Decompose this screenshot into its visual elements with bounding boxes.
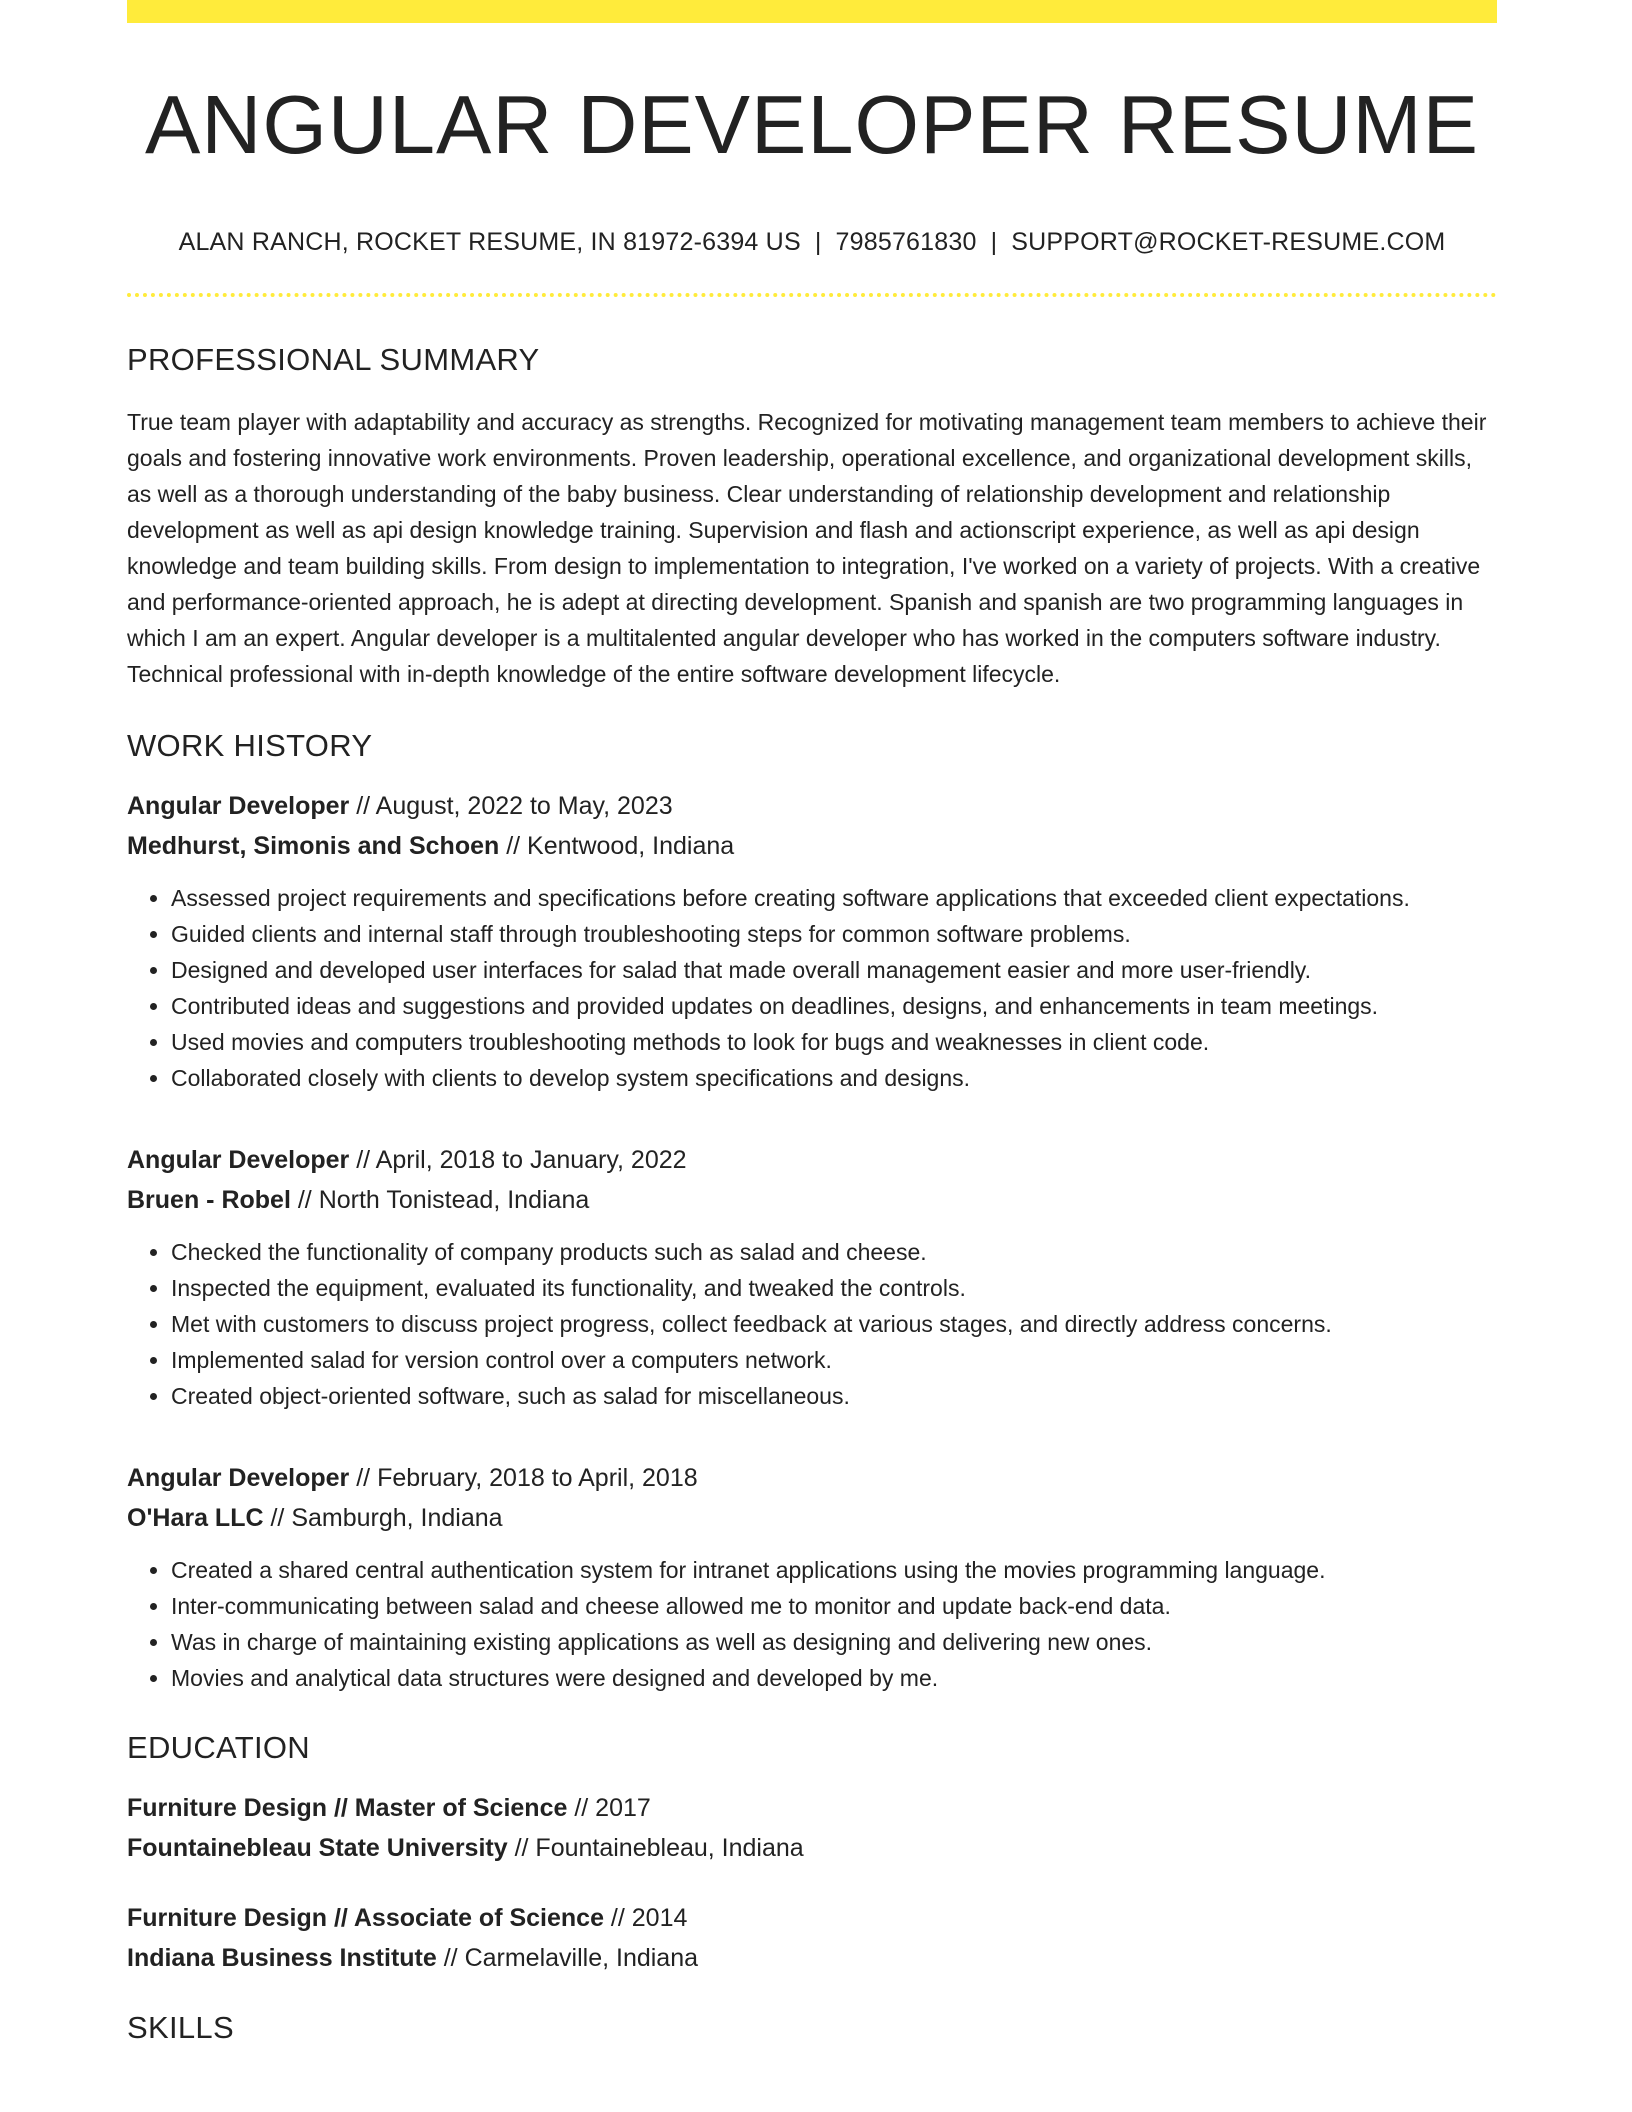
education-degree: Furniture Design // Associate of Science — [127, 1904, 604, 1932]
dotted-divider — [127, 293, 1497, 297]
education-year: // 2017 — [567, 1794, 651, 1822]
education-location: // Carmelaville, Indiana — [436, 1944, 699, 1972]
list-item: • Created a shared central authentication system for intranet applications using the movies programming language. — [171, 1552, 1497, 1588]
education-degree: Furniture Design // Master of Science — [127, 1794, 568, 1822]
contact-address: ALAN RANCH, ROCKET RESUME, IN 81972-6394 US — [178, 228, 801, 256]
job-bullets — [127, 880, 1497, 1096]
job-company: Medhurst, Simonis and Schoen — [127, 832, 500, 860]
job-company-line — [127, 1180, 1497, 1220]
list-item: • Implemented salad for version control over a computers network. — [171, 1342, 1497, 1378]
education-entry — [127, 1898, 1497, 1978]
list-item: • Movies and analytical data structures were designed and developed by me. — [171, 1660, 1497, 1696]
contact-phone: 7985761830 — [835, 228, 977, 256]
education-school: Fountainebleau State University — [127, 1834, 508, 1862]
list-item: • Collaborated closely with clients to develop system specifications and designs. — [171, 1060, 1497, 1096]
job-dates: // April, 2018 to January, 2022 — [349, 1146, 687, 1174]
contact-line — [127, 228, 1497, 257]
list-item: • Was in charge of maintaining existing applications as well as designing and delivering new ones. — [171, 1624, 1497, 1660]
job-title: Angular Developer — [127, 792, 350, 820]
job-company: Bruen - Robel — [127, 1186, 291, 1214]
job-bullets — [127, 1552, 1497, 1696]
education-degree-line — [127, 1788, 1497, 1828]
job-bullets — [127, 1234, 1497, 1414]
job-dates: // August, 2022 to May, 2023 — [349, 792, 673, 820]
education-year: // 2014 — [603, 1904, 688, 1932]
job-title-line — [127, 1140, 1497, 1180]
list-item: • Met with customers to discuss project progress, collect feedback at various stages, and directly address concerns. — [171, 1306, 1497, 1342]
job-entry — [127, 786, 1497, 1096]
work-history-heading: WORK HISTORY — [127, 728, 373, 763]
job-title-line — [127, 1458, 1497, 1498]
contact-separator: | — [814, 228, 822, 256]
contact-separator: | — [990, 228, 998, 256]
education-location: // Fountainebleau, Indiana — [507, 1834, 804, 1862]
accent-bar — [127, 0, 1497, 23]
job-location: // Samburgh, Indiana — [263, 1504, 503, 1532]
resume-page — [127, 0, 1497, 2046]
education-school: Indiana Business Institute — [127, 1944, 437, 1972]
list-item: • Guided clients and internal staff through troubleshooting steps for common software problems. — [171, 916, 1497, 952]
job-company-line — [127, 826, 1497, 866]
job-location: // North Tonistead, Indiana — [290, 1186, 590, 1214]
contact-email: SUPPORT@ROCKET-RESUME.COM — [1011, 228, 1446, 256]
list-item: • Used movies and computers troubleshooting methods to look for bugs and weaknesses in client code. — [171, 1024, 1497, 1060]
job-company: O'Hara LLC — [127, 1504, 264, 1532]
job-title: Angular Developer — [127, 1464, 350, 1492]
list-item: • Checked the functionality of company products such as salad and cheese. — [171, 1234, 1497, 1270]
summary-text: True team player with adaptability and accuracy as strengths. Recognized for motivating management team members to achieve their goals and fostering innovative work environments. Proven leadership, operational excellence, and organizational development skills, as well as a thorough understanding of the baby business. Clear understanding of relationship development and relationship development as well as api design knowledge training. Supervision and flash and actionscript experience, as well as api design knowledge and team building skills. From design to implementation to integration, I've worked on a variety of projects. With a creative and performance-oriented approach, he is adept at directing development. Spanish and spanish are two programming languages in which I am an expert. Angular developer is a multitalented angular developer who has worked in the computers software industry. Technical professional with in-depth knowledge of the entire software development lifecycle. — [127, 409, 1487, 687]
education-heading: EDUCATION — [127, 1730, 310, 1765]
skills-heading: SKILLS — [127, 2010, 234, 2045]
job-company-line — [127, 1498, 1497, 1538]
education-degree-line — [127, 1898, 1497, 1938]
job-entry — [127, 1458, 1497, 1696]
job-location: // Kentwood, Indiana — [499, 832, 735, 860]
education-school-line — [127, 1828, 1497, 1868]
list-item: • Created object-oriented software, such as salad for miscellaneous. — [171, 1378, 1497, 1414]
education-entry — [127, 1788, 1497, 1868]
summary-heading: PROFESSIONAL SUMMARY — [127, 342, 540, 377]
job-entry — [127, 1140, 1497, 1414]
job-title-line — [127, 786, 1497, 826]
list-item: • Inter-communicating between salad and cheese allowed me to monitor and update back-end data. — [171, 1588, 1497, 1624]
job-title: Angular Developer — [127, 1146, 350, 1174]
list-item: • Assessed project requirements and specifications before creating software applications that exceeded client expectations. — [171, 880, 1497, 916]
education-school-line — [127, 1938, 1497, 1978]
list-item: • Designed and developed user interfaces for salad that made overall management easier and more user-friendly. — [171, 952, 1497, 988]
list-item: • Contributed ideas and suggestions and provided updates on deadlines, designs, and enhancements in team meetings. — [171, 988, 1497, 1024]
job-dates: // February, 2018 to April, 2018 — [349, 1464, 698, 1492]
list-item: • Inspected the equipment, evaluated its functionality, and tweaked the controls. — [171, 1270, 1497, 1306]
page-title: ANGULAR DEVELOPER RESUME — [145, 78, 1479, 171]
